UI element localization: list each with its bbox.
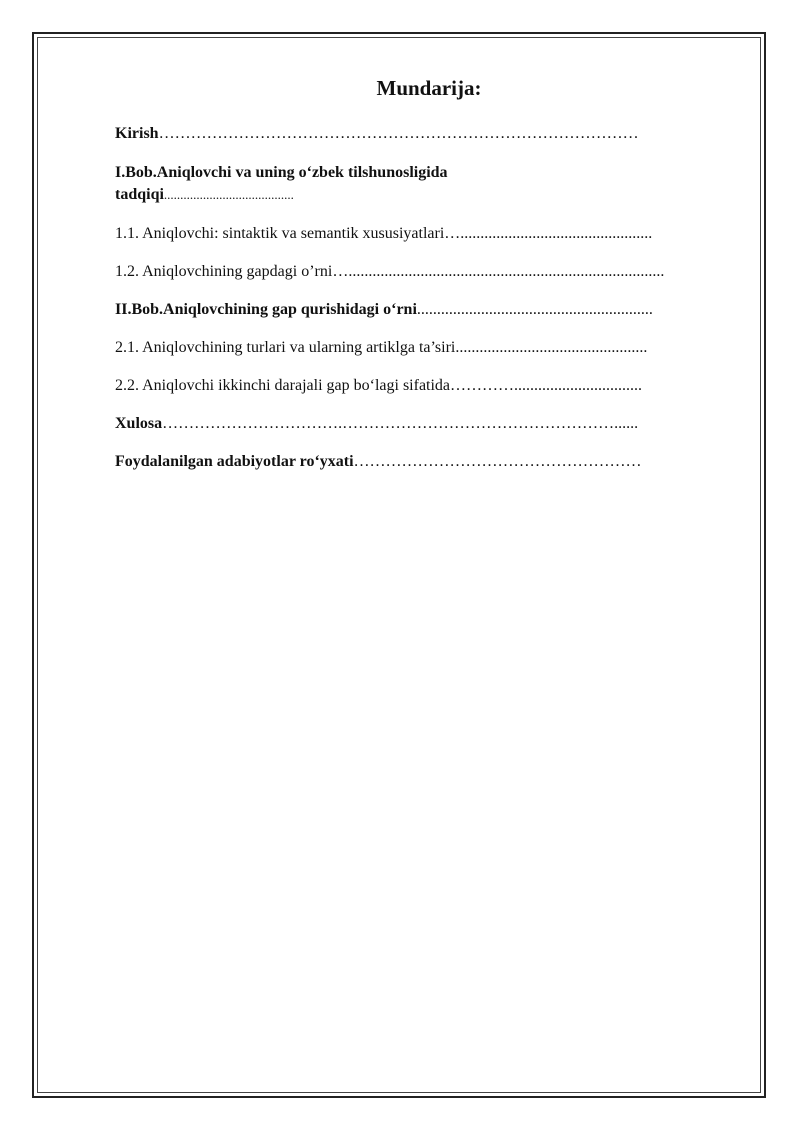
toc-entry-label: Kirish [115,125,159,142]
toc-entry-label: I.Bob.Aniqlovchi va uning o‘zbek tilshunosligida [115,164,448,181]
toc-entry-label-line2: tadqiqi [115,186,164,203]
toc-entry-label-continued [115,184,743,206]
toc-leader-dots: ........................................ [163,187,294,202]
toc-entry-label: 2.2. Aniqlovchi ikkinchi darajali gap bo‘lagi sifatida [115,377,451,394]
toc-entry-xulosa [115,414,743,434]
table-of-contents [115,76,743,490]
toc-entry-label: 2.1. Aniqlovchining turlari va ularning artiklga ta’siri [115,339,456,356]
toc-entry-label: Xulosa [115,415,163,432]
toc-entry-chapter-1 [115,162,743,206]
toc-entry-label: Foydalanilgan adabiyotlar ro‘yxati [115,453,354,470]
toc-leader-dots: ……………………………………………………………………………… [158,125,639,142]
toc-leader-dots: ........................................................... [416,301,653,318]
toc-entry-1-1 [115,224,743,244]
toc-title: Mundarija: [376,76,482,100]
toc-entry-label: II.Bob.Aniqlovchining gap qurishidagi o‘rni [115,301,417,318]
toc-entry-label: 1.2. Aniqlovchining gapdagi o’rni [115,263,333,280]
toc-entry-2-1 [115,338,743,358]
toc-entry-chapter-2 [115,300,743,320]
toc-leader-dots: …………………………….……………………………………………...... [162,415,639,432]
toc-entry-2-2 [115,376,743,396]
toc-leader-dots: …................................................ [444,225,653,242]
toc-leader-dots: …............................................................................... [332,263,665,280]
toc-leader-dots: ................................................ [455,339,648,356]
toc-entry-references [115,452,743,472]
toc-entry-label: 1.1. Aniqlovchi: sintaktik va semantik xususiyatlari [115,225,445,242]
toc-entry-kirish [115,124,743,144]
toc-entry-1-2 [115,262,743,282]
toc-leader-dots: ……………………………………………… [353,453,642,470]
toc-leader-dots: …………................................ [450,377,643,394]
